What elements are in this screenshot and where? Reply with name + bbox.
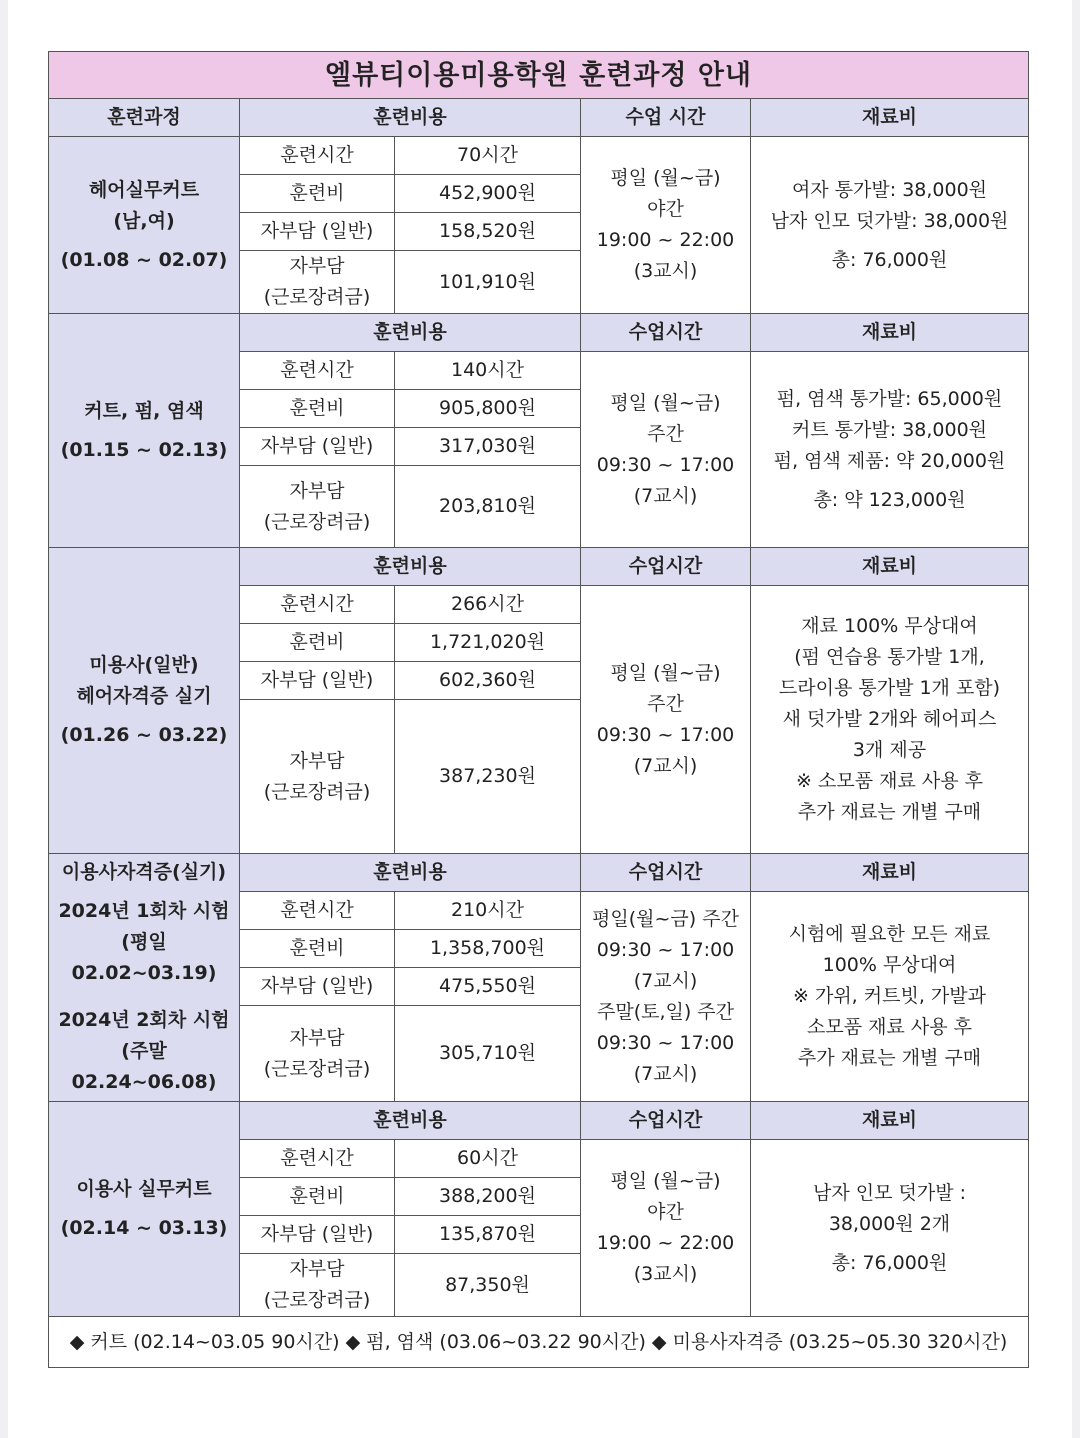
value-fee: 1,358,700원 (395, 930, 581, 968)
material-cost: 여자 통가발: 38,000원 남자 인모 덧가발: 38,000원 총: 76,000원 (751, 137, 1029, 314)
material-cost: 펌, 염색 통가발: 65,000원 커트 통가발: 38,000원 펌, 염색 제품: 약 20,000원 총: 약 123,000원 (751, 352, 1029, 548)
label-self-incentive: 자부담 (근로장려금) (240, 1006, 395, 1102)
sub-header-cost: 훈련비용 (240, 314, 581, 352)
value-hours: 70시간 (395, 137, 581, 175)
label-self-incentive: 자부담 (근로장려금) (240, 251, 395, 314)
header-cost: 훈련비용 (240, 99, 581, 137)
material-cost: 시험에 필요한 모든 재료 100% 무상대여 ※ 가위, 커트빗, 가발과 소모품 재료 사용 후 추가 재료는 개별 구매 (751, 892, 1029, 1102)
value-self-incentive: 305,710원 (395, 1006, 581, 1102)
course-table (48, 51, 1029, 1368)
value-fee: 452,900원 (395, 175, 581, 213)
label-self-general: 자부담 (일반) (240, 968, 395, 1006)
value-self-general: 317,030원 (395, 428, 581, 466)
class-time: 평일 (월~금) 야간 19:00 ~ 22:00 (3교시) (581, 1140, 751, 1317)
sub-header-cost: 훈련비용 (240, 854, 581, 892)
sub-header-cost: 훈련비용 (240, 548, 581, 586)
label-self-incentive: 자부담 (근로장려금) (240, 700, 395, 854)
sub-header-class-time: 수업시간 (581, 854, 751, 892)
label-self-incentive: 자부담 (근로장려금) (240, 1254, 395, 1317)
sub-header-material: 재료비 (751, 1102, 1029, 1140)
class-time: 평일 (월~금) 주간 09:30 ~ 17:00 (7교시) (581, 586, 751, 854)
course-name-hairdresser-license: 미용사(일반) 헤어자격증 실기 (01.26 ~ 03.22) (49, 548, 240, 854)
label-fee: 훈련비 (240, 624, 395, 662)
label-fee: 훈련비 (240, 930, 395, 968)
material-cost: 남자 인모 덧가발 : 38,000원 2개 총: 76,000원 (751, 1140, 1029, 1317)
class-time: 평일 (월~금) 야간 19:00 ~ 22:00 (3교시) (581, 137, 751, 314)
label-self-general: 자부담 (일반) (240, 428, 395, 466)
schedule-footer: ◆ 커트 (02.14~03.05 90시간) ◆ 펌, 염색 (03.06~03.22 90시간) ◆ 미용사자격증 (03.25~05.30 320시간) (49, 1317, 1029, 1368)
sub-header-class-time: 수업시간 (581, 548, 751, 586)
class-time: 평일(월~금) 주간 09:30 ~ 17:00 (7교시) 주말(토,일) 주간 09:30 ~ 17:00 (7교시) (581, 892, 751, 1102)
value-hours: 210시간 (395, 892, 581, 930)
value-fee: 388,200원 (395, 1178, 581, 1216)
sub-header-class-time: 수업시간 (581, 1102, 751, 1140)
class-time: 평일 (월~금) 주간 09:30 ~ 17:00 (7교시) (581, 352, 751, 548)
sub-header-material: 재료비 (751, 548, 1029, 586)
label-self-incentive: 자부담 (근로장려금) (240, 466, 395, 548)
course-name-barber-cut: 이용사 실무커트 (02.14 ~ 03.13) (49, 1102, 240, 1317)
label-hours: 훈련시간 (240, 1140, 395, 1178)
value-self-general: 602,360원 (395, 662, 581, 700)
value-self-incentive: 101,910원 (395, 251, 581, 314)
value-hours: 60시간 (395, 1140, 581, 1178)
label-hours: 훈련시간 (240, 352, 395, 390)
value-self-incentive: 387,230원 (395, 700, 581, 854)
label-self-general: 자부담 (일반) (240, 662, 395, 700)
sub-header-material: 재료비 (751, 854, 1029, 892)
value-hours: 266시간 (395, 586, 581, 624)
label-hours: 훈련시간 (240, 892, 395, 930)
label-self-general: 자부담 (일반) (240, 213, 395, 251)
sub-header-class-time: 수업시간 (581, 314, 751, 352)
value-self-general: 475,550원 (395, 968, 581, 1006)
header-class-time: 수업 시간 (581, 99, 751, 137)
value-self-incentive: 203,810원 (395, 466, 581, 548)
sub-header-material: 재료비 (751, 314, 1029, 352)
value-hours: 140시간 (395, 352, 581, 390)
header-material: 재료비 (751, 99, 1029, 137)
material-cost: 재료 100% 무상대여 (펌 연습용 통가발 1개, 드라이용 통가발 1개 포함) 새 덧가발 2개와 헤어피스 3개 제공 ※ 소모품 재료 사용 후 추가 재료는 개별 구매 (751, 586, 1029, 854)
label-fee: 훈련비 (240, 1178, 395, 1216)
label-self-general: 자부담 (일반) (240, 1216, 395, 1254)
page-title: 엘뷰티이용미용학원 훈련과정 안내 (49, 52, 1029, 99)
value-self-general: 135,870원 (395, 1216, 581, 1254)
label-hours: 훈련시간 (240, 586, 395, 624)
course-name-hair-cut: 헤어실무커트 (남,여) (01.08 ~ 02.07) (49, 137, 240, 314)
value-fee: 1,721,020원 (395, 624, 581, 662)
label-fee: 훈련비 (240, 175, 395, 213)
value-self-general: 158,520원 (395, 213, 581, 251)
label-hours: 훈련시간 (240, 137, 395, 175)
course-name-barber-license: 이용사자격증(실기) 2024년 1회차 시험 (평일 02.02~03.19) 2024년 2회차 시험 (주말 02.24~06.08) (49, 854, 240, 1102)
course-name-cut-perm-color: 커트, 펌, 염색 (01.15 ~ 02.13) (49, 314, 240, 548)
sub-header-cost: 훈련비용 (240, 1102, 581, 1140)
value-self-incentive: 87,350원 (395, 1254, 581, 1317)
label-fee: 훈련비 (240, 390, 395, 428)
value-fee: 905,800원 (395, 390, 581, 428)
header-course: 훈련과정 (49, 99, 240, 137)
